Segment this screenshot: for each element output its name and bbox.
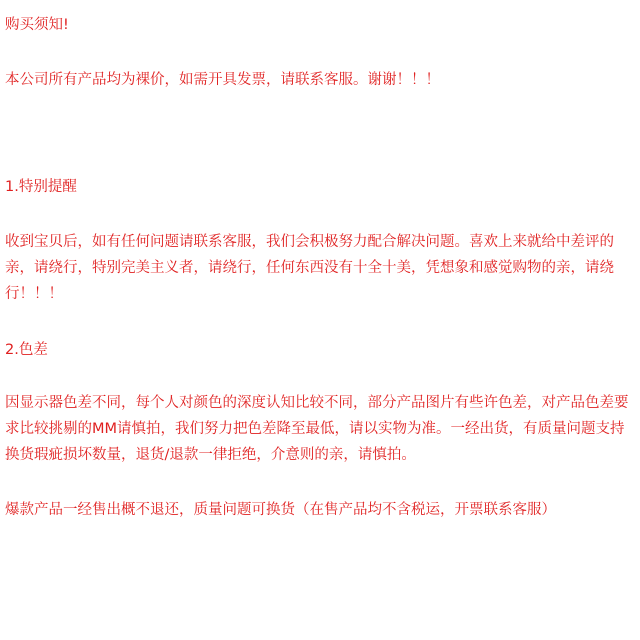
page-title: 购买须知! xyxy=(5,17,69,33)
section-heading-color-difference: 2.色差 xyxy=(5,342,48,358)
section-body-color-difference: 因显示器色差不同，每个人对颜色的深度认知比较不同，部分产品图片有些许色差，对产品色差要求比较挑剔的MM请慎拍，我们努力把色差降至最低，请以实物为准。一经出货，有质量问题支持换货瑕疵损坏数量，退货/退款一律拒绝，介意则的亲，请慎拍。 xyxy=(5,395,629,463)
section-heading-special-reminder: 1.特别提醒 xyxy=(5,179,77,195)
section-body-special-reminder: 收到宝贝后，如有任何问题请联系客服，我们会积极努力配合解决问题。喜欢上来就给中差评的亲，请绕行，特别完美主义者，请绕行，任何东西没有十全十美，凭想象和感觉购物的亲，请绕行！！！ xyxy=(5,234,614,302)
hot-product-notice: 爆款产品一经售出概不退还，质量问题可换货（在售产品均不含税运，开票联系客服） xyxy=(5,502,556,518)
price-notice: 本公司所有产品均为裸价，如需开具发票，请联系客服。谢谢！！！ xyxy=(5,72,440,88)
